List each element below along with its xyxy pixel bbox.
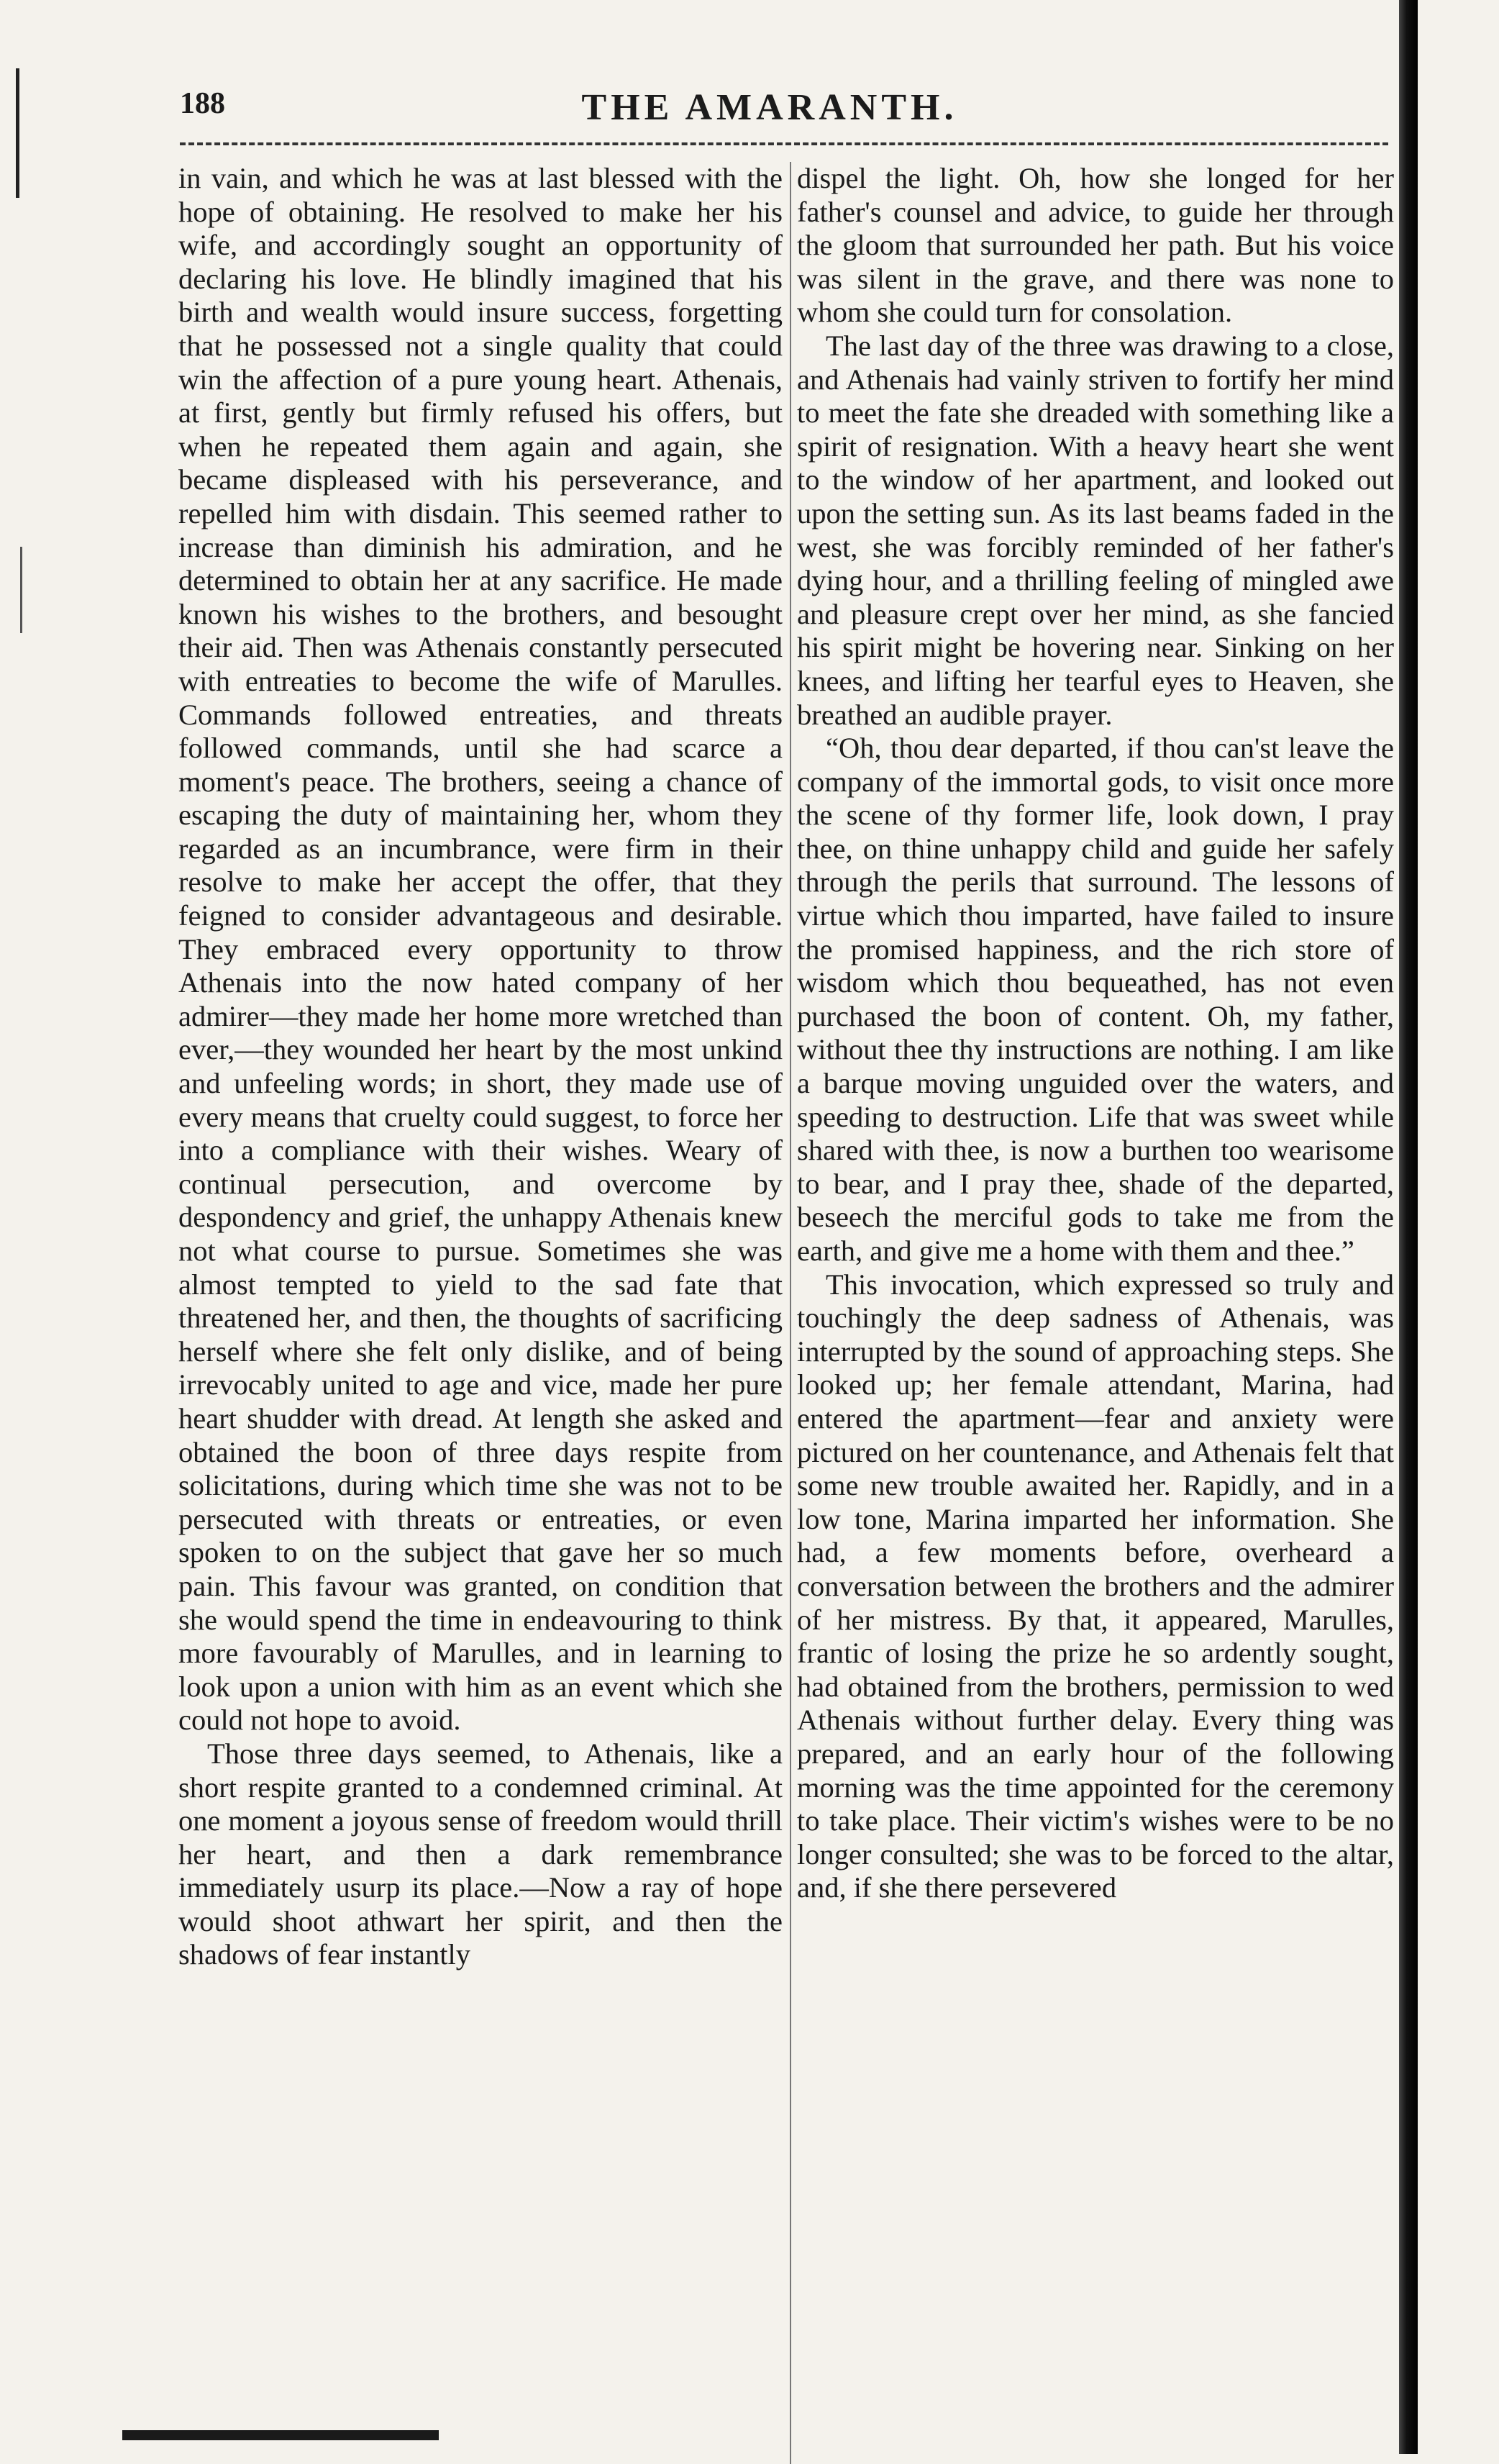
- paragraph: “Oh, thou dear departed, if thou can'st leave the company of the immortal gods, to visit once more the scene of thy former life, look down, I pray thee, on thine unhappy child and guide her safely through the perils that surround. The lessons of virtue which thou imparted, have failed to insure the promised happiness, and the rich store of wisdom which thou bequeathed, has not even purchased the boon of content. Oh, my father, without thee thy instructions are nothing. I am like a barque moving unguided over the waters, and speeding to destruction. Life that was sweet while shared with thee, is now a burthen too wearisome to bear, and I pray thee, shade of the departed, beseech the merciful gods to take me from the earth, and give me a home with them and thee.”: [797, 732, 1394, 1267]
- binding-shadow: [1399, 0, 1418, 2454]
- page-header: [144, 86, 1395, 137]
- paragraph: dispel the light. Oh, how she longed for her father's counsel and advice, to guide her through the gloom that surrounded her path. But his voice was silent in the grave, and there was none to whom she could turn for consolation.: [797, 162, 1394, 329]
- adjacent-page-edge: [1421, 0, 1499, 2454]
- running-title: THE AMARANTH.: [581, 87, 958, 128]
- right-column: [797, 162, 1394, 1905]
- margin-mark: [20, 547, 22, 633]
- header-rule: [180, 142, 1388, 145]
- page-number: 188: [180, 87, 225, 120]
- paragraph: in vain, and which he was at last blessed with the hope of obtaining. He resolved to make her his wife, and accordingly sought an opportunity of declaring his love. He blindly imagined that his birth and wealth would insure success, forgetting that he possessed not a single quality that could win the affection of a pure young heart. Athenais, at first, gently but firmly refused his offers, but when he repeated them again and again, she became displeased with his perseverance, and repelled him with disdain. This seemed rather to increase than diminish his admiration, and he determined to obtain her at any sacrifice. He made known his wishes to the brothers, and besought their aid. Then was Athenais constantly persecuted with entreaties to become the wife of Marulles. Commands followed entreaties, and threats followed commands, until she had scarce a moment's peace. The brothers, seeing a chance of escaping the duty of maintaining her, whom they regarded as an incumbrance, were firm in their resolve to make her accept the offer, that they feigned to consider advantageous and desirable. They embraced every opportunity to throw Athenais into the now hated company of her admirer—they made her home more wretched than ever,—they wounded her heart by the most unkind and unfeeling words; in short, they made use of every means that cruelty could suggest, to force her into a compliance with their wishes. Weary of continual persecution, and overcome by despondency and grief, the unhappy Athenais knew not what course to pursue. Sometimes she was almost tempted to yield to the sad fate that threatened her, and then, the thoughts of sacrificing herself where she felt only dislike, and of being irrevocably united to age and vice, made her pure heart shudder with dread. At length she asked and obtained the boon of three days respite from solicitations, during which time she was not to be persecuted with threats or entreaties, or even spoken to on the subject that gave her so much pain. This favour was granted, on condition that she would spend the time in endeavouring to think more favourably of Marulles, and in learning to look upon a union with him as an event which she could not hope to avoid.: [178, 162, 783, 1737]
- margin-mark: [16, 68, 19, 198]
- paragraph: This invocation, which expressed so truly and touchingly the deep sadness of Athenais, was interrupted by the sound of approaching steps. She looked up; her female attendant, Marina, had entered the apartment—fear and anxiety were pictured on her countenance, and Athenais felt that some new trouble awaited her. Rapidly, and in a low tone, Marina imparted her information. She had, a few moments before, overheard a conversation between the brothers and the admirer of her mistress. By that, it appeared, Marulles, frantic of losing the prize he so ardently sought, had obtained from the brothers, permission to wed Athenais without further delay. Every thing was prepared, and an early hour of the following morning was the time appointed for the ceremony to take place. Their victim's wishes were to be no longer consulted; she was to be forced to the altar, and, if she there persevered: [797, 1268, 1394, 1904]
- column-divider: [790, 162, 791, 2464]
- left-column: [178, 162, 783, 1972]
- bottom-rule: [122, 2430, 439, 2440]
- paragraph: The last day of the three was drawing to a close, and Athenais had vainly striven to fortify her mind to meet the fate she dreaded with something like a spirit of resignation. With a heavy heart she went to the window of her apartment, and looked out upon the setting sun. As its last beams faded in the west, she was forcibly reminded of her father's dying hour, and a thrilling feeling of mingled awe and pleasure crept over her mind, as she fancied his spirit might be hovering near. Sinking on her knees, and lifting her tearful eyes to Heaven, she breathed an audible prayer.: [797, 329, 1394, 731]
- paragraph: Those three days seemed, to Athenais, like a short respite granted to a condemned criminal. At one moment a joyous sense of freedom would thrill her heart, and then a dark remembrance immediately usurp its place.—Now a ray of hope would shoot athwart her spirit, and then the shadows of fear instantly: [178, 1737, 783, 1971]
